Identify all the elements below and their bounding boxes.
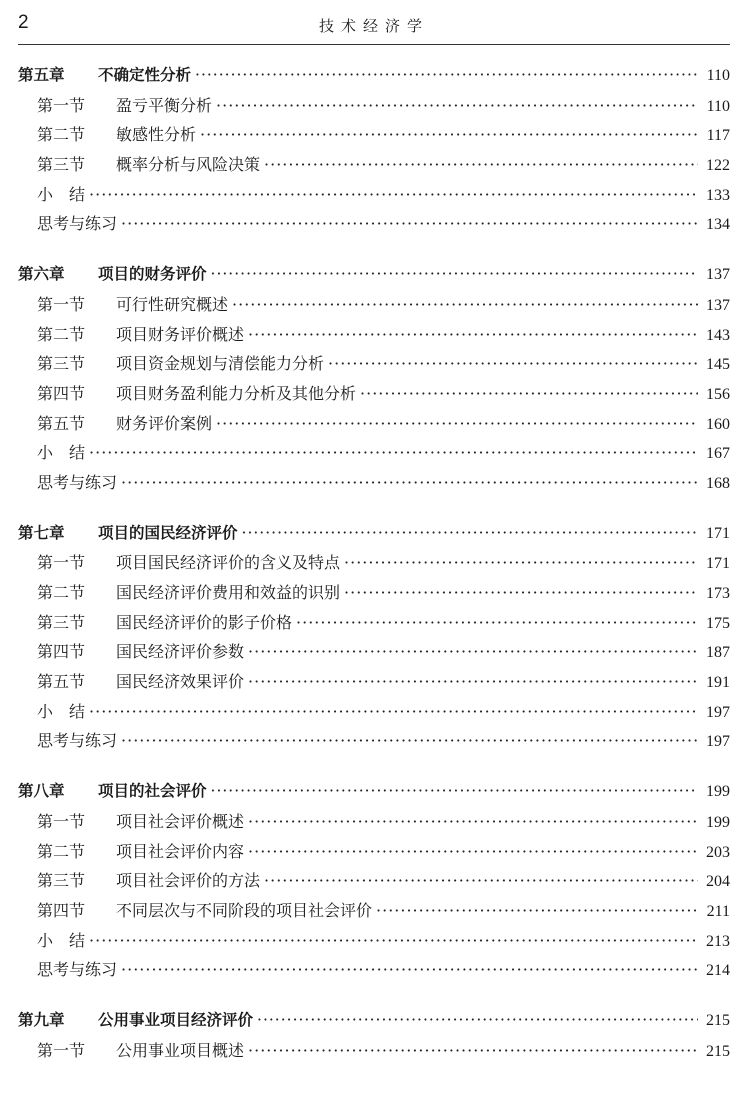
section-entry-page: 137: [706, 296, 730, 314]
section-entry-title: 项目财务评价概述: [116, 324, 245, 344]
dot-leader: [121, 726, 698, 756]
section-entry-page: 143: [706, 326, 730, 344]
chapter-block: [18, 1006, 730, 1065]
chapter-entry-title: 不确定性分析: [98, 66, 192, 84]
section-entry-number: 第一节: [37, 1040, 86, 1060]
dot-leader: [248, 807, 698, 837]
section-entry-title: 项目国民经济评价的含义及特点: [116, 553, 341, 573]
section-entry-number: 第二节: [37, 324, 86, 344]
section-entry[interactable]: [18, 548, 730, 578]
section-entry-page: 167: [706, 445, 730, 463]
dot-leader: [121, 955, 698, 985]
section-entry-page: 213: [706, 932, 730, 950]
dot-leader: [121, 209, 698, 239]
section-entry-title: 不同层次与不同阶段的项目社会评价: [116, 900, 373, 920]
section-entry-page: 191: [706, 674, 730, 692]
chapter-entry-number: 第七章: [18, 523, 65, 542]
section-entry-page: 117: [706, 127, 730, 145]
dot-leader: [211, 260, 698, 290]
section-entry[interactable]: [18, 91, 730, 121]
section-entry-page: 197: [706, 703, 730, 721]
chapter-block: [18, 777, 730, 985]
section-entry[interactable]: [18, 320, 730, 350]
dot-leader: [360, 379, 698, 409]
page-number: 2: [18, 12, 29, 33]
dot-leader: [200, 120, 698, 150]
section-entry-page: 197: [706, 733, 730, 751]
section-entry[interactable]: [18, 468, 730, 498]
section-entry-page: 122: [706, 157, 730, 175]
section-entry-number: 第四节: [37, 900, 86, 920]
section-entry-number: 思考与练习: [37, 214, 118, 234]
section-entry-title: 国民经济效果评价: [116, 672, 245, 692]
section-entry-page: 203: [706, 843, 730, 861]
section-entry-number: 第三节: [37, 155, 86, 175]
section-entry[interactable]: [18, 409, 730, 439]
section-entry-title: 国民经济评价参数: [116, 642, 245, 662]
section-entry-title: 项目社会评价内容: [116, 841, 245, 861]
section-entry[interactable]: [18, 120, 730, 150]
section-entry-page: 171: [706, 555, 730, 573]
dot-leader: [89, 926, 698, 956]
section-entry-page: 199: [706, 813, 730, 831]
section-entry-number: 思考与练习: [37, 472, 118, 492]
dot-leader: [232, 290, 698, 320]
section-entry-page: 187: [706, 644, 730, 662]
section-entry-title: 项目财务盈利能力分析及其他分析: [116, 383, 357, 403]
section-entry-title: 公用事业项目概述: [116, 1040, 245, 1060]
section-entry[interactable]: [18, 807, 730, 837]
dot-leader: [121, 468, 698, 498]
chapter-entry[interactable]: [18, 777, 730, 807]
dot-leader: [248, 637, 698, 667]
section-entry-title: 国民经济评价的影子价格: [116, 612, 293, 632]
section-entry-page: 134: [706, 216, 730, 234]
dot-leader: [195, 61, 698, 91]
chapter-block: [18, 519, 730, 757]
section-entry-page: 133: [706, 186, 730, 204]
chapter-block: [18, 61, 730, 239]
section-entry[interactable]: [18, 726, 730, 756]
dot-leader: [257, 1006, 698, 1036]
section-entry-title: 国民经济评价费用和效益的识别: [116, 583, 341, 602]
dot-leader: [211, 777, 698, 807]
chapter-entry[interactable]: [18, 519, 730, 549]
section-entry-page: 145: [706, 356, 730, 374]
dot-leader: [296, 608, 698, 638]
section-entry[interactable]: [18, 180, 730, 210]
chapter-entry-page: 171: [706, 524, 730, 542]
section-entry-page: 173: [706, 585, 730, 602]
chapter-entry[interactable]: [18, 1006, 730, 1036]
section-entry-page: 211: [706, 902, 730, 920]
dot-leader: [242, 519, 698, 549]
section-entry-number: 第四节: [37, 383, 86, 403]
dot-leader: [216, 409, 698, 439]
dot-leader: [344, 578, 698, 608]
section-entry-number: 小 结: [37, 930, 86, 950]
section-entry[interactable]: [18, 150, 730, 180]
section-entry-number: 第三节: [37, 612, 86, 632]
section-entry[interactable]: [18, 608, 730, 638]
chapter-entry-number: 第八章: [18, 782, 65, 801]
section-entry-number: 第五节: [37, 413, 86, 433]
section-entry-number: 小 结: [37, 443, 86, 463]
dot-leader: [89, 697, 698, 727]
section-entry-number: 第四节: [37, 642, 86, 662]
section-entry-page: 175: [706, 614, 730, 632]
section-entry-title: 项目资金规划与清偿能力分析: [116, 354, 325, 374]
section-entry-title: 财务评价案例: [116, 413, 213, 433]
chapter-entry-title: 项目的财务评价: [98, 265, 207, 284]
section-entry-number: 第二节: [37, 583, 86, 602]
section-entry-number: 小 结: [37, 701, 86, 721]
dot-leader: [376, 896, 698, 926]
section-entry[interactable]: [18, 926, 730, 956]
section-entry-number: 第一节: [37, 553, 86, 573]
section-entry-number: 第一节: [37, 95, 86, 115]
running-title: 技术经济学: [318, 17, 429, 35]
dot-leader: [216, 91, 698, 121]
chapter-block: [18, 260, 730, 498]
section-entry[interactable]: [18, 379, 730, 409]
chapter-entry-title: 项目的社会评价: [98, 782, 207, 801]
section-entry-number: 第二节: [37, 125, 86, 145]
dot-leader: [248, 1036, 698, 1066]
section-entry-number: 第五节: [37, 672, 86, 692]
section-entry-number: 第一节: [37, 294, 86, 314]
section-entry[interactable]: [18, 667, 730, 697]
section-entry[interactable]: [18, 438, 730, 468]
chapter-entry[interactable]: [18, 61, 730, 91]
section-entry-page: 110: [706, 97, 730, 115]
section-entry[interactable]: [18, 290, 730, 320]
section-entry[interactable]: [18, 837, 730, 867]
section-entry-page: 160: [706, 415, 730, 433]
chapter-entry-page: 110: [706, 67, 730, 84]
chapter-entry-number: 第六章: [18, 265, 65, 284]
table-of-contents: [18, 61, 730, 1086]
dot-leader: [264, 866, 698, 896]
section-entry-page: 204: [706, 873, 730, 891]
section-entry-title: 项目社会评价概述: [116, 811, 245, 831]
dot-leader: [248, 837, 698, 867]
page-header: [18, 0, 730, 45]
section-entry[interactable]: [18, 896, 730, 926]
section-entry-number: 第三节: [37, 871, 86, 891]
section-entry-number: 思考与练习: [37, 731, 118, 751]
section-entry-number: 思考与练习: [37, 960, 118, 980]
section-entry[interactable]: [18, 349, 730, 379]
dot-leader: [328, 349, 698, 379]
dot-leader: [248, 667, 698, 697]
dot-leader: [248, 320, 698, 350]
section-entry[interactable]: [18, 637, 730, 667]
chapter-entry-page: 137: [706, 266, 730, 284]
section-entry-number: 第二节: [37, 841, 86, 861]
section-entry[interactable]: [18, 1036, 730, 1066]
section-entry[interactable]: [18, 697, 730, 727]
dot-leader: [344, 548, 698, 578]
section-entry[interactable]: [18, 955, 730, 985]
chapter-entry-page: 215: [706, 1011, 730, 1029]
section-entry-title: 盈亏平衡分析: [116, 95, 213, 115]
chapter-entry-number: 第九章: [18, 1010, 65, 1029]
section-entry-title: 概率分析与风险决策: [116, 155, 261, 175]
chapter-entry[interactable]: [18, 260, 730, 290]
section-entry-page: 215: [706, 1042, 730, 1060]
dot-leader: [264, 150, 698, 180]
section-entry[interactable]: [18, 866, 730, 896]
chapter-entry-page: 199: [706, 783, 730, 801]
dot-leader: [89, 438, 698, 468]
section-entry[interactable]: [18, 578, 730, 608]
chapter-entry-number: 第五章: [18, 66, 65, 84]
section-entry-number: 小 结: [37, 184, 86, 204]
section-entry-number: 第三节: [37, 354, 86, 374]
chapter-entry-title: 项目的国民经济评价: [98, 523, 238, 542]
section-entry[interactable]: [18, 209, 730, 239]
section-entry-title: 敏感性分析: [116, 125, 197, 145]
chapter-entry-title: 公用事业项目经济评价: [98, 1010, 254, 1029]
section-entry-number: 第一节: [37, 811, 86, 831]
section-entry-title: 可行性研究概述: [116, 294, 229, 314]
dot-leader: [89, 180, 698, 210]
section-entry-page: 168: [706, 474, 730, 492]
section-entry-page: 214: [706, 962, 730, 980]
section-entry-title: 项目社会评价的方法: [116, 871, 261, 891]
section-entry-page: 156: [706, 385, 730, 403]
